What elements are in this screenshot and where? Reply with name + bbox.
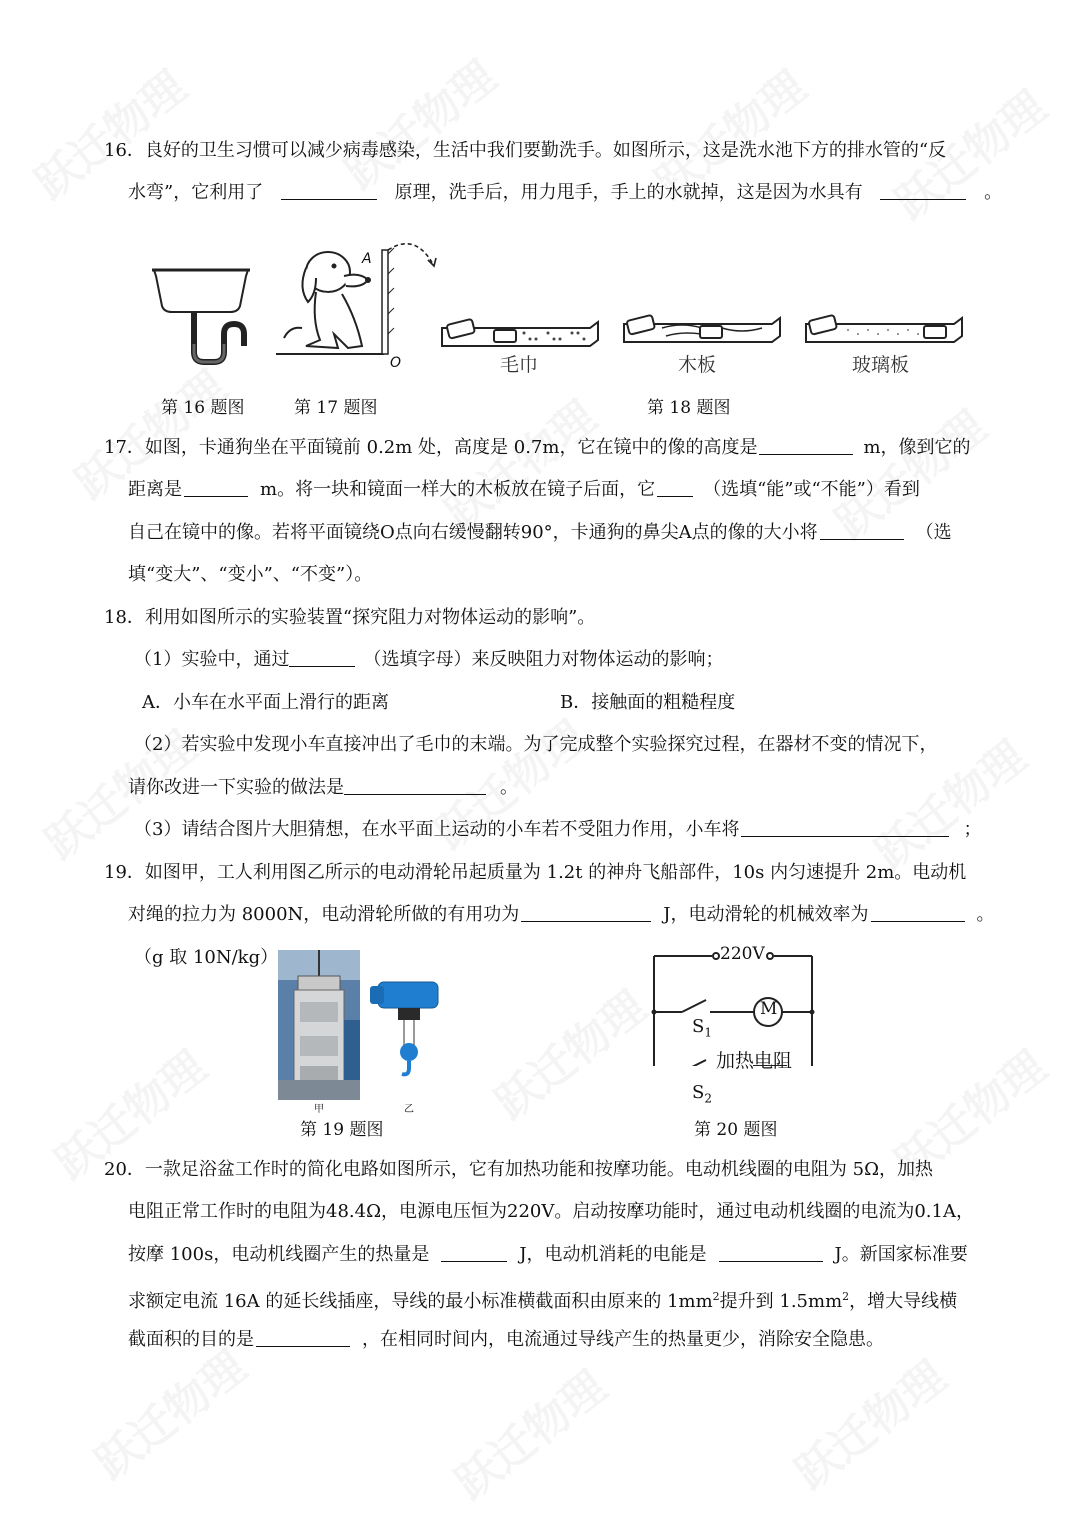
q20-text: 按摩 100s，电动机线圈产生的热量是 — [128, 1244, 430, 1265]
answer-blank[interactable] — [184, 478, 248, 497]
q17-text: （选 — [915, 522, 952, 543]
answer-blank[interactable] — [289, 648, 355, 667]
watermark — [329, 43, 507, 202]
figure-caption: 第 16 题图 — [161, 398, 245, 418]
q17-line3 — [128, 521, 952, 545]
q16-line1: 16．良好的卫生习惯可以减少病毒感染，生活中我们要勤洗手。如图所示，这是洗水池下方的排水管的“反 — [104, 140, 947, 161]
q19-line2 — [128, 903, 995, 927]
superscript: 2 — [842, 1290, 850, 1303]
switch-s2: S — [692, 1082, 705, 1103]
q18-part3 — [134, 818, 981, 842]
q18-text: （选填字母）来反映阻力对物体运动的影响； — [363, 649, 724, 670]
figure-caption: 第 17 题图 — [294, 398, 378, 418]
q18-text: （3）请结合图片大胆猜想，在水平面上运动的小车若不受阻力作用，小车将 — [134, 819, 740, 840]
sink-drain-figure — [148, 262, 258, 372]
answer-blank[interactable] — [741, 818, 949, 837]
answer-blank[interactable] — [521, 903, 651, 922]
q18-part1 — [134, 648, 723, 672]
q16-text: 水弯”，它利用了 — [128, 182, 264, 203]
q17-text: 距离是 — [128, 479, 182, 500]
q18-line1: 18．利用如图所示的实验装置“探究阻力对物体运动的影响”。 — [104, 607, 596, 628]
q19-text: 对绳的拉力为 8000N，电动滑轮所做的有用功为 — [128, 904, 520, 925]
label-a: A — [362, 251, 372, 267]
q17-line2 — [128, 478, 920, 502]
watermark — [479, 973, 657, 1132]
q20-line3 — [128, 1243, 968, 1267]
answer-blank[interactable] — [880, 181, 966, 200]
ramp-wood — [622, 314, 782, 354]
q17-text: 17．如图，卡通狗坐在平面镜前 0.2m 处，高度是 0.7m，它在镜中的像的高度是 — [104, 437, 758, 458]
answer-blank[interactable] — [441, 1243, 507, 1262]
q19-text: 。 — [976, 904, 995, 925]
q18-text: 请你改进一下实验的做法是 — [128, 777, 344, 798]
surface-label: 毛巾 — [500, 354, 539, 376]
label-yi: 乙 — [404, 1104, 414, 1115]
q20-text: 截面积的目的是 — [128, 1329, 254, 1350]
answer-blank[interactable] — [657, 478, 693, 497]
switch-s2-label — [692, 1082, 712, 1106]
q20-text: ，增大导线横 — [849, 1291, 958, 1312]
q18-text: （1）实验中，通过 — [134, 649, 290, 670]
q20-text: J，电动机消耗的电能是 — [519, 1244, 707, 1265]
q20-text: ，在相同时间内，电流通过导线产生的热量更少，消除安全隐患。 — [362, 1329, 884, 1350]
q20-line5 — [128, 1328, 884, 1352]
switch-s1: S — [692, 1016, 705, 1037]
q20-line4 — [128, 1285, 957, 1314]
q16-text: 原理，洗手后，用力甩手，手上的水就掉，这是因为水具有 — [394, 182, 863, 203]
q19-line1: 19．如图甲，工人利用图乙所示的电动滑轮吊起质量为 1.2t 的神舟飞船部件，10s 内匀速提升 2m。电动机 — [104, 862, 967, 883]
answer-blank[interactable] — [871, 903, 965, 922]
superscript: 2 — [712, 1290, 720, 1303]
watermark — [779, 1343, 957, 1502]
surface-label: 木板 — [678, 354, 717, 376]
surface-label: 玻璃板 — [852, 354, 910, 376]
q18-part2: （2）若实验中发现小车直接冲出了毛巾的末端。为了完成整个实验探究过程，在器材不变的情况下， — [134, 734, 938, 755]
ramp-glass — [804, 314, 964, 354]
answer-blank[interactable] — [820, 521, 904, 540]
q17-text: m，像到它的 — [863, 437, 971, 458]
q16-text: 。 — [984, 182, 1003, 203]
q20-text: 求额定电流 16A 的延长线插座，导线的最小标准横截面积由原来的 1mm — [128, 1291, 713, 1312]
switch-s1-label — [692, 1016, 712, 1040]
q18-option-a: A．小车在水平面上滑行的距离 — [142, 692, 389, 713]
figure-caption: 第 20 题图 — [694, 1120, 778, 1140]
dog-mirror-figure — [276, 230, 446, 370]
spacecraft-photo — [278, 950, 360, 1100]
answer-blank[interactable] — [344, 776, 486, 795]
q20-text: J。新国家标准要 — [834, 1244, 968, 1265]
watermark — [429, 383, 607, 542]
electric-hoist-photo — [368, 976, 444, 1086]
q17-text: 自己在镜中的像。若将平面镜绕O点向右缓慢翻转90°，卡通狗的鼻尖A点的像的大小将 — [128, 522, 818, 543]
q18-option-b: B．接触面的粗糙程度 — [560, 692, 736, 713]
switch-s2-sub: 2 — [704, 1091, 712, 1106]
q18-text: ； — [963, 819, 982, 840]
q17-text: m。将一块和镜面一样大的木板放在镜子后面，它 — [260, 479, 656, 500]
q20-line1: 20．一款足浴盆工作时的简化电路如图所示，它有加热功能和按摩功能。电动机线圈的电阻为 5Ω，加热 — [104, 1159, 933, 1180]
label-o: O — [390, 355, 402, 371]
heater-label: 加热电阻 — [716, 1050, 793, 1072]
answer-blank[interactable] — [759, 436, 853, 455]
q20-text: 提升到 1.5mm — [719, 1291, 843, 1312]
watermark — [79, 1333, 257, 1492]
q17-line1 — [104, 436, 971, 460]
q20-line2: 电阻正常工作时的电阻为48.4Ω，电源电压恒为220V。启动按摩功能时，通过电动机线圈的电流为0.1A， — [128, 1201, 974, 1222]
answer-blank[interactable] — [719, 1243, 823, 1262]
q16-line2 — [128, 181, 1002, 205]
figure-caption: 第 18 题图 — [647, 398, 731, 418]
answer-blank[interactable] — [256, 1328, 350, 1347]
q17-text: （选填“能”或“不能”）看到 — [703, 479, 920, 500]
figure-caption: 第 19 题图 — [300, 1120, 384, 1140]
answer-blank[interactable] — [281, 181, 377, 200]
q18-text: 。 — [500, 777, 518, 798]
watermark — [439, 1353, 617, 1512]
voltage-label: 220V — [720, 944, 765, 964]
q17-line4: 填“变大”、“变小”、“不变”）。 — [128, 564, 373, 585]
q18-part2-line2 — [128, 776, 518, 800]
label-jia: 甲 — [314, 1104, 324, 1115]
motor-label: M — [760, 999, 778, 1019]
q19-line3: （g 取 10N/kg） — [134, 947, 279, 968]
q19-text: J，电动滑轮的机械效率为 — [663, 904, 869, 925]
switch-s1-sub: 1 — [704, 1025, 712, 1040]
